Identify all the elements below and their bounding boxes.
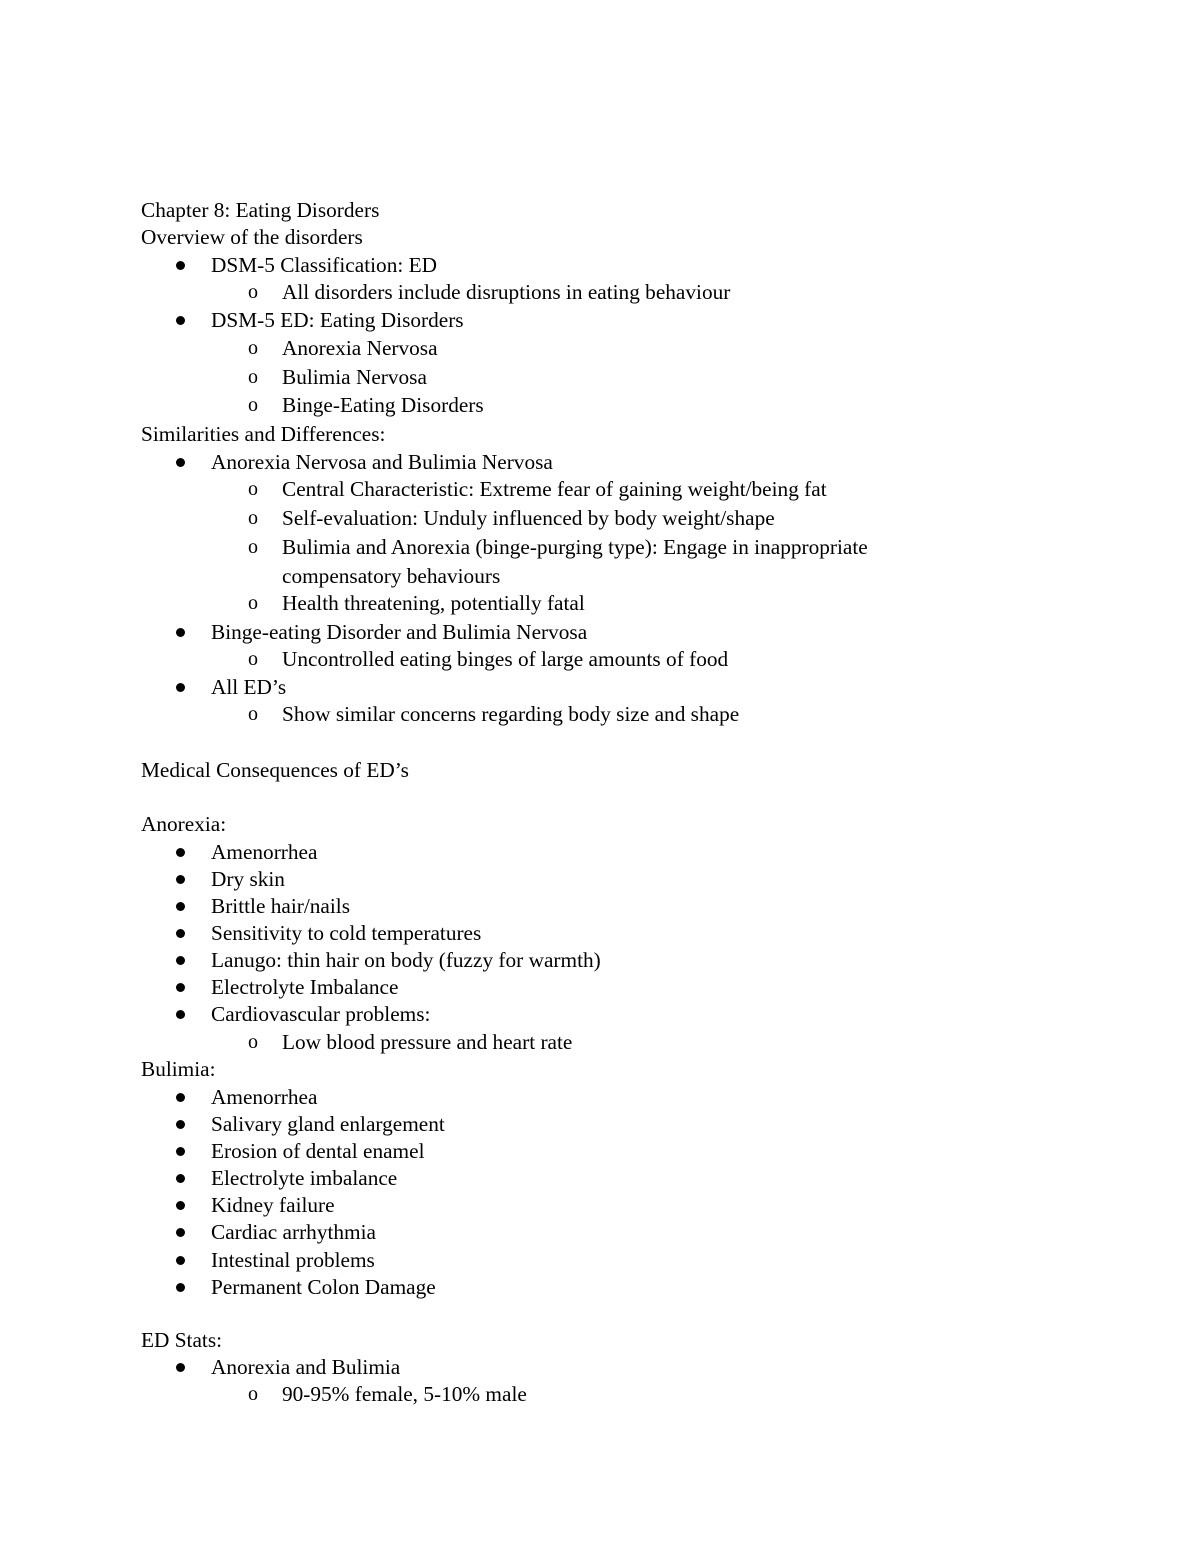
bullet-item	[0, 673, 1200, 701]
bullet-item	[0, 1137, 1200, 1165]
sub-bullet-item	[0, 391, 1200, 419]
bullet-dot-icon	[176, 1256, 185, 1265]
line-text: Cardiovascular problems:	[211, 1002, 431, 1026]
line-text: All ED’s	[211, 675, 287, 699]
line-text: Salivary gland enlargement	[211, 1112, 445, 1136]
line-text: Similarities and Differences:	[141, 422, 386, 446]
line-text: ED Stats:	[141, 1328, 223, 1352]
bullet-item	[0, 865, 1200, 893]
line-text: Medical Consequences of ED’s	[141, 758, 409, 782]
bullet-item	[0, 618, 1200, 646]
line-text: Health threatening, potentially fatal	[282, 591, 585, 615]
line-text: Binge-Eating Disorders	[282, 393, 484, 417]
heading-line	[0, 196, 1200, 224]
bullet-dot-icon	[176, 458, 185, 467]
sub-bullet-item	[0, 504, 1200, 532]
bullet-item	[0, 1273, 1200, 1301]
bullet-item	[0, 946, 1200, 974]
line-text: All disorders include disruptions in eating behaviour	[282, 280, 731, 304]
line-text: 90-95% female, 5-10% male	[282, 1382, 527, 1406]
sub-bullet-item	[0, 278, 1200, 306]
line-text: Bulimia Nervosa	[282, 365, 427, 389]
bullet-dot-icon	[176, 929, 185, 938]
bullet-dot-icon	[176, 1228, 185, 1237]
heading-line	[0, 223, 1200, 251]
line-text: Amenorrhea	[211, 1085, 318, 1109]
bullet-item	[0, 892, 1200, 920]
bullet-dot-icon	[176, 1174, 185, 1183]
bullet-item	[0, 1246, 1200, 1274]
bullet-dot-icon	[176, 1120, 185, 1129]
heading-line	[0, 810, 1200, 838]
line-text: DSM-5 ED: Eating Disorders	[211, 308, 464, 332]
sub-bullet-circle-icon: o	[248, 592, 258, 614]
bullet-item	[0, 1164, 1200, 1192]
line-text: Anorexia Nervosa and Bulimia Nervosa	[211, 450, 553, 474]
line-text: Sensitivity to cold temperatures	[211, 921, 482, 945]
bullet-item	[0, 251, 1200, 279]
line-text: Amenorrhea	[211, 840, 318, 864]
sub-bullet-item	[0, 533, 1200, 561]
line-text: Self-evaluation: Unduly influenced by body weight/shape	[282, 506, 775, 530]
heading-line	[0, 1326, 1200, 1354]
sub-bullet-item	[0, 363, 1200, 391]
sub-bullet-circle-icon: o	[248, 703, 258, 725]
bullet-dot-icon	[176, 628, 185, 637]
line-text: Erosion of dental enamel	[211, 1139, 425, 1163]
bullet-dot-icon	[176, 1283, 185, 1292]
line-text: Permanent Colon Damage	[211, 1275, 436, 1299]
bullet-dot-icon	[176, 316, 185, 325]
bullet-dot-icon	[176, 261, 185, 270]
line-text: Central Characteristic: Extreme fear of gaining weight/being fat	[282, 477, 827, 501]
bullet-item	[0, 1353, 1200, 1381]
line-text: Low blood pressure and heart rate	[282, 1030, 573, 1054]
bullet-item	[0, 1110, 1200, 1138]
sub-bullet-circle-icon: o	[248, 1031, 258, 1053]
bullet-dot-icon	[176, 683, 185, 692]
line-text: Electrolyte Imbalance	[211, 975, 399, 999]
bullet-dot-icon	[176, 1363, 185, 1372]
sub-bullet-item	[0, 1380, 1200, 1408]
line-text: DSM-5 Classification: ED	[211, 253, 437, 277]
bullet-dot-icon	[176, 875, 185, 884]
bullet-item	[0, 1000, 1200, 1028]
sub-bullet-circle-icon: o	[248, 394, 258, 416]
bullet-dot-icon	[176, 983, 185, 992]
sub-bullet-item	[0, 1028, 1200, 1056]
bullet-dot-icon	[176, 1093, 185, 1102]
sub-bullet-circle-icon: o	[248, 1383, 258, 1405]
line-text: Intestinal problems	[211, 1248, 375, 1272]
line-text: Brittle hair/nails	[211, 894, 350, 918]
sub-bullet-item	[0, 700, 1200, 728]
bullet-item	[0, 1218, 1200, 1246]
sub-bullet-continuation	[0, 562, 1200, 590]
bullet-dot-icon	[176, 1201, 185, 1210]
sub-bullet-circle-icon: o	[248, 366, 258, 388]
bullet-item	[0, 1083, 1200, 1111]
line-text: Kidney failure	[211, 1193, 335, 1217]
sub-bullet-circle-icon: o	[248, 536, 258, 558]
sub-bullet-circle-icon: o	[248, 337, 258, 359]
line-text: Cardiac arrhythmia	[211, 1220, 376, 1244]
bullet-item	[0, 838, 1200, 866]
line-text: Show similar concerns regarding body size and shape	[282, 702, 740, 726]
line-text: Electrolyte imbalance	[211, 1166, 398, 1190]
line-text: Anorexia and Bulimia	[211, 1355, 401, 1379]
sub-bullet-circle-icon: o	[248, 507, 258, 529]
heading-line	[0, 756, 1200, 784]
sub-bullet-circle-icon: o	[248, 648, 258, 670]
line-text: Dry skin	[211, 867, 285, 891]
bullet-dot-icon	[176, 902, 185, 911]
sub-bullet-item	[0, 475, 1200, 503]
line-text: Bulimia and Anorexia (binge-purging type): Engage in inappropriate	[282, 535, 868, 559]
line-text: Anorexia:	[141, 812, 227, 836]
line-text: Chapter 8: Eating Disorders	[141, 198, 380, 222]
sub-bullet-item	[0, 589, 1200, 617]
bullet-item	[0, 448, 1200, 476]
heading-line	[0, 420, 1200, 448]
bullet-dot-icon	[176, 1147, 185, 1156]
line-text: compensatory behaviours	[282, 564, 501, 588]
bullet-dot-icon	[176, 848, 185, 857]
bullet-item	[0, 306, 1200, 334]
line-text: Lanugo: thin hair on body (fuzzy for warmth)	[211, 948, 601, 972]
sub-bullet-circle-icon: o	[248, 478, 258, 500]
sub-bullet-item	[0, 645, 1200, 673]
bullet-item	[0, 973, 1200, 1001]
bullet-item	[0, 1191, 1200, 1219]
line-text: Bulimia:	[141, 1057, 216, 1081]
heading-line	[0, 1055, 1200, 1083]
sub-bullet-item	[0, 334, 1200, 362]
sub-bullet-circle-icon: o	[248, 281, 258, 303]
line-text: Overview of the disorders	[141, 225, 363, 249]
line-text: Binge-eating Disorder and Bulimia Nervosa	[211, 620, 588, 644]
bullet-item	[0, 919, 1200, 947]
line-text: Uncontrolled eating binges of large amounts of food	[282, 647, 729, 671]
bullet-dot-icon	[176, 1010, 185, 1019]
line-text: Anorexia Nervosa	[282, 336, 438, 360]
bullet-dot-icon	[176, 956, 185, 965]
